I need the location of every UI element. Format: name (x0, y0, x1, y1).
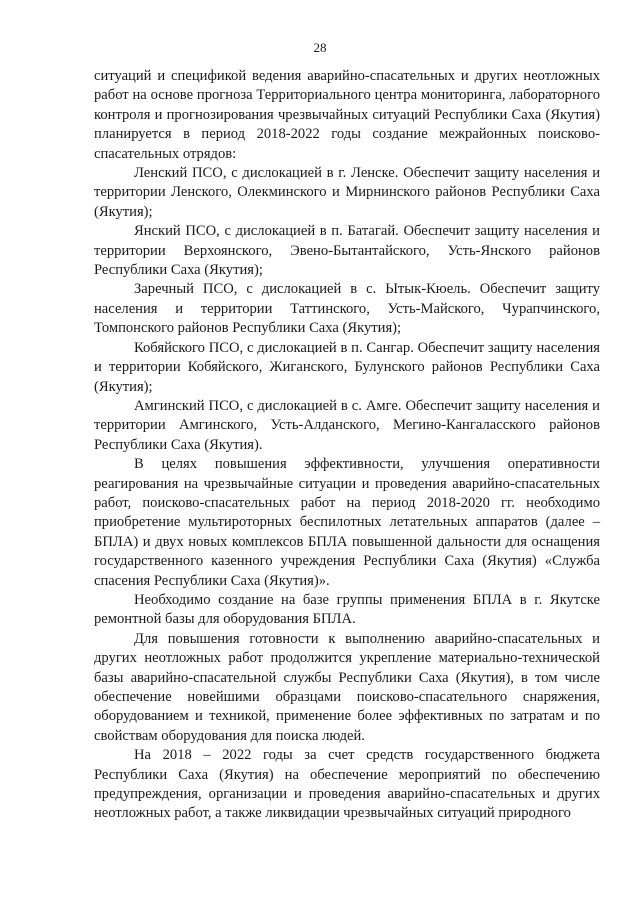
paragraph-intro: ситуаций и спецификой ведения аварийно-спасательных и других неотложных работ на основе прогноза Территориального центра мониторинга, лабораторного контроля и прогнозирования чрезвычайных ситуаций Республики Саха (Якутия) планируется в период 2018-2022 годы создание межрайонных поисково-спасательных отрядов: (94, 68, 600, 162)
document-body (94, 67, 600, 824)
paragraph-kobyaysky-pso: Кобяйского ПСО, с дислокацией в п. Сангар. Обеспечит защиту населения и территории Кобяйского, Жиганского, Булунского районов Республики Саха (Якутия); (94, 339, 600, 395)
page-number: 28 (313, 40, 327, 55)
paragraph-amginsky-pso: Амгинский ПСО, с дислокацией в с. Амге. Обеспечит защиту населения и территории Амгинского, Усть-Алданского, Мегино-Кангаласского районов Республики Саха (Якутия). (94, 397, 600, 453)
paragraph-lensky-pso: Ленский ПСО, с дислокацией в г. Ленске. Обеспечит защиту населения и территории Ленского, Олекминского и Мирнинского районов Республики Саха (Якутия); (94, 165, 600, 220)
paragraph-yansky-pso: Янский ПСО, с дислокацией в п. Батагай. Обеспечит защиту населения и территории Верхоянского, Эвено-Бытантайского, Усть-Янского районов Республики Саха (Якутия); (94, 223, 600, 279)
paragraph-budget: На 2018 – 2022 годы за счет средств государственного бюджета Республики Саха (Якутия) на обеспечение мероприятий по обеспечению предупреждения, организации и проведения аварийно-спасательных и других неотложных работ, а также ликвидации чрезвычайных ситуаций природного (94, 747, 600, 822)
paragraph-uav-acquisition: В целях повышения эффективности, улучшения оперативности реагирования на чрезвычайные ситуации и проведения аварийно-спасательных работ, поисково-спасательных работ на период 2018-2020 гг. необходимо приобретение мультироторных беспилотных летательных аппаратов (далее – БПЛА) и двух новых комплексов БПЛА повышенной дальности для оснащения государственного казенного учреждения Республики Саха (Якутия) «Служба спасения Республики Саха (Якутия)». (94, 456, 600, 589)
paragraph-material-base: Для повышения готовности к выполнению аварийно-спасательных и других неотложных работ продолжится укрепление материально-технической базы аварийно-спасательной службы Республики Саха (Якутия), в том числе обеспечение новейшими образцами поисково-спасательного снаряжения, оборудованием и техникой, применение более эффективных по затратам и по свойствам оборудования для поиска людей. (94, 630, 600, 744)
paragraph-zarechny-pso: Заречный ПСО, с дислокацией в с. Ытык-Кюель. Обеспечит защиту населения и территории Таттинского, Усть-Майского, Чурапчинского, Томпонского районов Республики Саха (Якутия); (94, 281, 600, 337)
paragraph-uav-repair-base: Необходимо создание на базе группы применения БПЛА в г. Якутске ремонтной базы для оборудования БПЛА. (94, 591, 600, 628)
